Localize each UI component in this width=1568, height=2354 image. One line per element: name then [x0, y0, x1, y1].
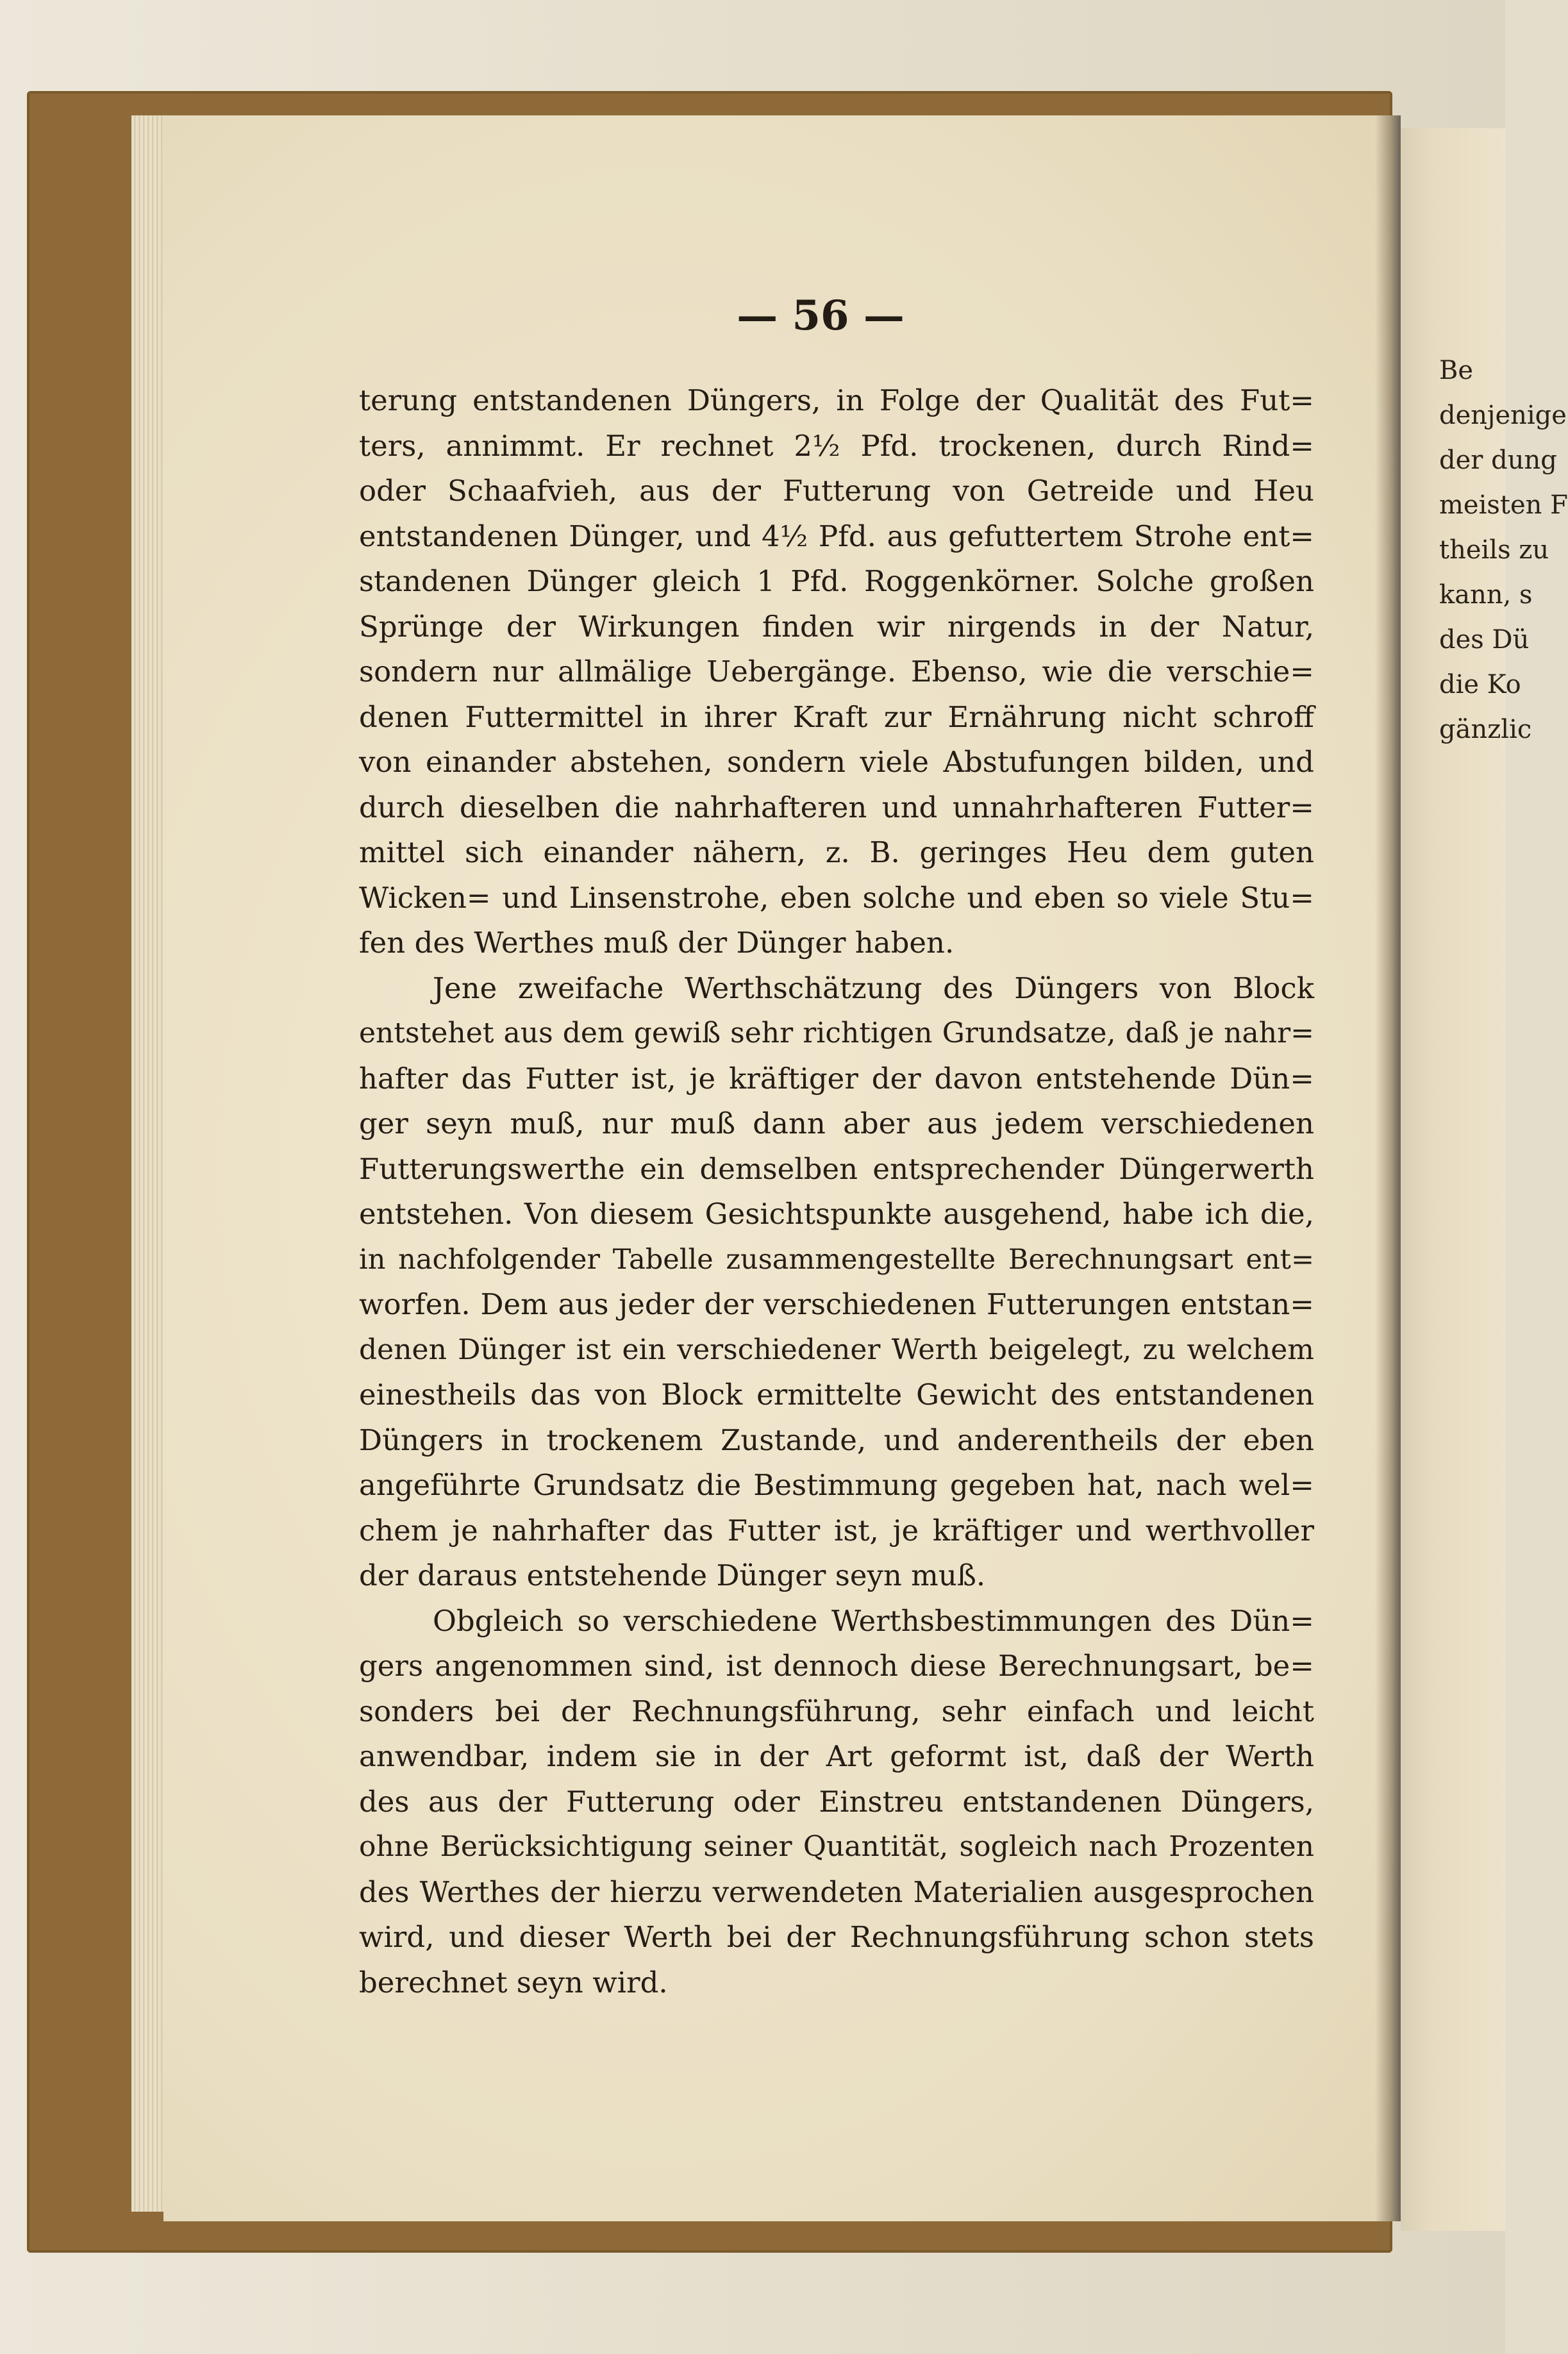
text-line: von einander abstehen, sondern viele Abstufungen bilden, und [359, 745, 1314, 779]
facing-page-line: denjenige [1439, 401, 1567, 430]
facing-page-line: der dung [1439, 446, 1557, 475]
text-line: entstehen. Von diesem Gesichtspunkte ausgehend, habe ich die, [359, 1197, 1314, 1231]
text-line: sondern nur allmälige Uebergänge. Ebenso, wie die verschie= [359, 655, 1314, 689]
book-gutter [1375, 115, 1401, 2221]
text-line: entstandenen Dünger, und 4½ Pfd. aus gefuttertem Strohe ent= [359, 519, 1314, 553]
facing-page-line: gänzlic [1439, 715, 1532, 744]
text-line: oder Schaafvieh, aus der Futterung von Getreide und Heu [359, 474, 1314, 508]
text-line: standenen Dünger gleich 1 Pfd. Roggenkörner. Solche großen [359, 564, 1314, 598]
text-line: denen Dünger ist ein verschiedener Werth beigelegt, zu welchem [359, 1333, 1314, 1366]
text-line: terung entstandenen Düngers, in Folge der Qualität des Fut= [359, 383, 1314, 417]
facing-page-line: des Dü [1439, 625, 1530, 655]
text-line: mittel sich einander nähern, z. B. geringes Heu dem guten [359, 835, 1314, 869]
page-number: — 56 — [737, 292, 905, 340]
text-line: durch dieselben die nahrhafteren und unnahrhafteren Futter= [359, 790, 1314, 824]
text-line: angeführte Grundsatz die Bestimmung gegeben hat, nach wel= [359, 1468, 1314, 1502]
text-line: Futterungswerthe ein demselben entsprechender Düngerwerth [359, 1151, 1314, 1186]
facing-page-line: die Ko [1439, 670, 1521, 699]
facing-page-fragment [1401, 128, 1568, 2231]
facing-page-line: Be [1439, 356, 1474, 385]
text-line: in nachfolgender Tabelle zusammengestellte Berechnungsart ent= [359, 1243, 1314, 1276]
text-line: worfen. Dem aus jeder der verschiedenen Futterungen entstan= [359, 1287, 1314, 1321]
facing-page-line: meisten F [1439, 490, 1568, 520]
text-line: des Werthes der hierzu verwendeten Materialien ausgesprochen [359, 1874, 1314, 1909]
facing-page-line: kann, s [1439, 580, 1533, 610]
text-line: Düngers in trockenem Zustande, und anderentheils der eben [359, 1423, 1314, 1457]
text-line: berechnet seyn wird. [359, 1965, 668, 1999]
text-line: Sprünge der Wirkungen finden wir nirgends in der Natur, [359, 609, 1314, 644]
text-line: ters, annimmt. Er rechnet 2½ Pfd. trockenen, durch Rind= [359, 428, 1314, 463]
text-line: hafter das Futter ist, je kräftiger der davon entstehende Dün= [359, 1061, 1314, 1096]
text-line: sonders bei der Rechnungsführung, sehr einfach und leicht [359, 1694, 1314, 1728]
text-line: ohne Berücksichtigung seiner Quantität, sogleich nach Prozenten [359, 1830, 1314, 1863]
text-line: Obgleich so verschiedene Werthsbestimmungen des Dün= [433, 1603, 1314, 1638]
text-line: denen Futtermittel in ihrer Kraft zur Ernährung nicht schroff [359, 699, 1314, 734]
text-line: fen des Werthes muß der Dünger haben. [359, 926, 955, 960]
text-line: chem je nahrhafter das Futter ist, je kräftiger und werthvoller [359, 1513, 1314, 1548]
text-line: der daraus entstehende Dünger seyn muß. [359, 1558, 986, 1592]
text-line: wird, und dieser Werth bei der Rechnungsführung schon stets [359, 1920, 1314, 1954]
text-line: gers angenommen sind, ist dennoch diese Berechnungsart, be= [359, 1649, 1314, 1683]
text-line: entstehet aus dem gewiß sehr richtigen Grundsatze, daß je nahr= [359, 1017, 1314, 1049]
text-line: anwendbar, indem sie in der Art geformt ist, daß der Werth [359, 1739, 1314, 1773]
body-text [359, 378, 1314, 2005]
text-line: Wicken= und Linsenstrohe, eben solche und eben so viele Stu= [359, 880, 1314, 915]
text-line: des aus der Futterung oder Einstreu entstandenen Düngers, [359, 1784, 1314, 1819]
text-line: Jene zweifache Werthschätzung des Düngers von Block [433, 971, 1314, 1005]
facing-page-line: theils zu [1439, 535, 1549, 565]
text-line: ger seyn muß, nur muß dann aber aus jedem verschiedenen [359, 1106, 1314, 1140]
text-line: einestheils das von Block ermittelte Gewicht des entstandenen [359, 1378, 1314, 1412]
